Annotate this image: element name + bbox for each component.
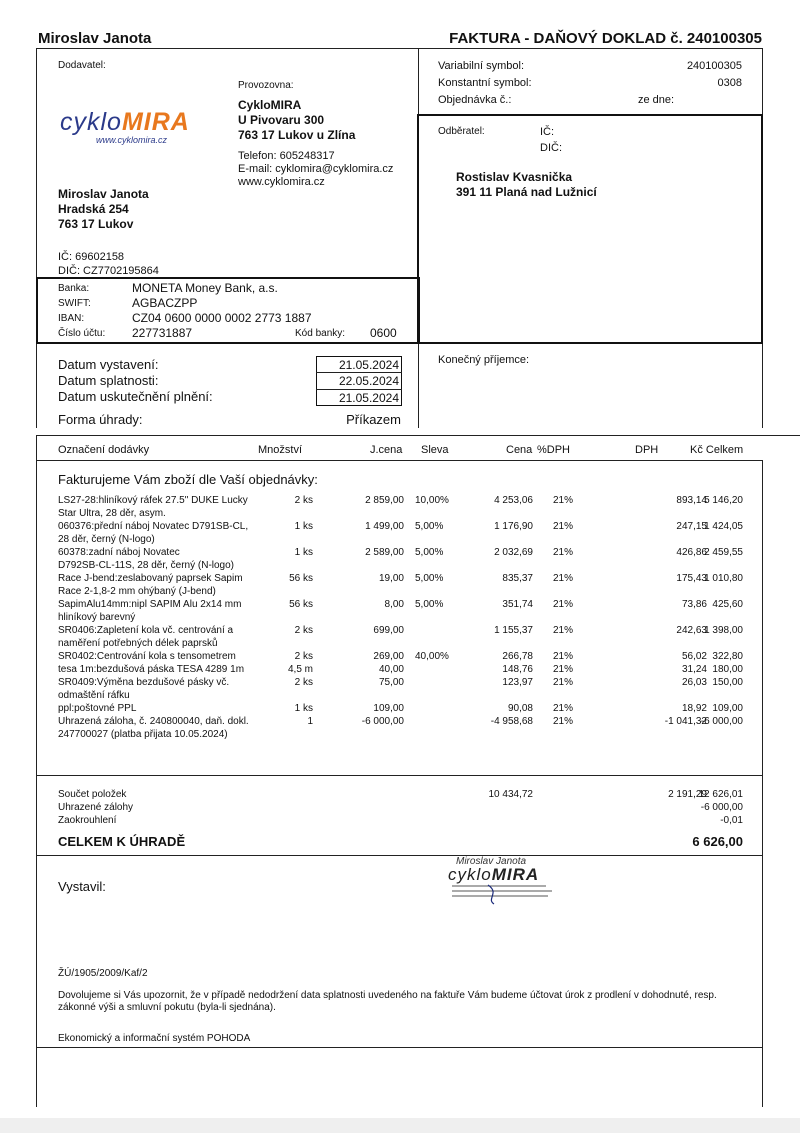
supplier-city: 763 17 Lukov <box>58 217 134 231</box>
item-description: SR0409:Výměna bezdušové pásky vč. <box>58 677 230 688</box>
bank-label: Banka: <box>58 283 90 294</box>
item-unit-price: 109,00 <box>373 703 404 714</box>
supplier-address <box>58 187 149 232</box>
payment-value: Příkazem <box>346 412 401 427</box>
item-unit-price: 2 859,00 <box>365 495 404 506</box>
item-description-line2: odmaštění ráfku <box>58 690 130 701</box>
col-tax-header: DPH <box>635 444 659 456</box>
col-vat-header: %DPH <box>537 444 571 456</box>
item-discount: 5,00% <box>415 599 444 610</box>
totals-rule <box>36 775 763 776</box>
account-value: 227731887 <box>132 326 193 340</box>
late-payment-notice: Dovolujeme si Vás upozornit, že v případě nedodržení data splatnosti uvedeného na faktuře Vám budeme účtovat úrok z prodlení v dohodnuté, resp. zákonné výši a smluvní pokutu (byla-li sjednána). <box>58 990 717 1013</box>
col-price-header: Cena <box>506 444 533 456</box>
supplier-name: Miroslav Janota <box>58 187 149 201</box>
item-description-line2: naměření potřebných délek paprsků <box>58 638 218 649</box>
item-description-line2: 247700027 (platba přijata 10.05.2024) <box>58 729 228 740</box>
seller-name-header: Miroslav Janota <box>38 30 152 47</box>
item-description: SapimAlu14mm:nipl SAPIM Alu 2x14 mm <box>58 599 242 610</box>
stamp-logo-cyklo: cyklo <box>448 865 492 884</box>
stamp-logo-mira: MIRA <box>491 865 540 884</box>
item-price: 123,97 <box>502 677 533 688</box>
due-date-label: Datum splatnosti: <box>58 373 159 388</box>
item-price: -4 958,68 <box>490 716 533 727</box>
item-vat-rate: 21% <box>553 547 574 558</box>
footer-rule <box>36 1047 763 1048</box>
item-quantity: 2 ks <box>294 651 313 662</box>
bank-value: MONETA Money Bank, a.s. <box>132 281 278 295</box>
col-total-header: Kč Celkem <box>690 444 744 456</box>
item-description-line2: D792SB-CL-11S, 28 děr, černý (N-logo) <box>58 560 235 571</box>
item-total: 2 459,55 <box>704 547 743 558</box>
item-price: 1 176,90 <box>494 521 533 532</box>
issued-by-label: Vystavil: <box>58 879 106 894</box>
company-stamp <box>448 856 558 911</box>
supplier-contact <box>238 150 393 189</box>
company-logo <box>60 110 210 146</box>
item-description: Uhrazená záloha, č. 240800040, daň. dokl. <box>58 716 249 727</box>
item-vat-rate: 21% <box>553 625 574 636</box>
item-discount: 5,00% <box>415 573 444 584</box>
customer-ico-label: IČ: <box>540 126 555 138</box>
item-discount: 5,00% <box>415 547 444 558</box>
item-total: 5 146,20 <box>704 495 743 506</box>
iban-value: CZ04 0600 0000 0002 2773 1887 <box>132 311 312 325</box>
item-vat-amount: 31,24 <box>681 664 707 675</box>
item-vat-rate: 21% <box>553 573 574 584</box>
swift-value: AGBACZPP <box>132 296 198 310</box>
col-disc-header: Sleva <box>421 444 449 456</box>
supplier-dic: DIČ: CZ7702195864 <box>58 265 159 277</box>
item-description: SR0402:Centrování kola s tensometrem <box>58 651 236 662</box>
item-description-line2: Star Ultra, 28 děr, asym. <box>58 508 166 519</box>
item-vat-rate: 21% <box>553 495 574 506</box>
item-quantity: 2 ks <box>294 677 313 688</box>
item-unit-price: 75,00 <box>378 677 404 688</box>
item-total: 109,00 <box>712 703 743 714</box>
constant-symbol-label: Konstantní symbol: <box>438 77 532 89</box>
payment-label: Forma úhrady: <box>58 412 143 427</box>
premises-address <box>238 98 355 143</box>
item-total: 1 398,00 <box>704 625 743 636</box>
item-vat-rate: 21% <box>553 521 574 532</box>
frame-left <box>36 48 37 428</box>
due-rule <box>36 855 763 856</box>
item-vat-rate: 21% <box>553 599 574 610</box>
amount-due-label: CELKEM K ÚHRADĚ <box>58 834 186 849</box>
item-unit-price: 2 589,00 <box>365 547 404 558</box>
item-discount: 40,00% <box>415 651 449 662</box>
stamp-logo <box>448 867 558 883</box>
frame-left-lower <box>36 435 37 1107</box>
stamp-fineprint <box>448 883 558 905</box>
advances-value: -6 000,00 <box>700 802 743 813</box>
logo-url: www.cyklomira.cz <box>96 135 168 145</box>
document-title: FAKTURA - DAŇOVÝ DOKLAD č. 240100305 <box>449 30 762 47</box>
item-price: 1 155,37 <box>494 625 533 636</box>
order-label: Objednávka č.: <box>438 94 512 106</box>
accounting-system: Ekonomický a informační systém POHODA <box>58 1033 251 1044</box>
iban-label: IBAN: <box>58 313 85 324</box>
amount-due-value: 6 626,00 <box>692 834 743 849</box>
variable-symbol-value: 240100305 <box>686 60 742 72</box>
sum-price: 10 434,72 <box>488 789 533 800</box>
item-total: 180,00 <box>712 664 743 675</box>
supplier-street: Hradská 254 <box>58 202 129 216</box>
customer-city: 391 11 Planá nad Lužnicí <box>456 185 597 199</box>
item-quantity: 1 <box>307 716 313 727</box>
item-discount: 10,00% <box>415 495 449 506</box>
ref-code: ŽÚ/1905/2009/Kaf/2 <box>58 968 148 979</box>
final-recipient-label: Konečný příjemce: <box>438 354 530 366</box>
item-quantity: 4,5 m <box>287 664 313 675</box>
table-top-rule <box>36 435 800 436</box>
customer-address <box>456 170 597 200</box>
item-vat-amount: 893,14 <box>676 495 707 506</box>
order-date-label: ze dne: <box>638 94 675 106</box>
page-bottom-band <box>0 1118 800 1133</box>
item-quantity: 56 ks <box>289 599 313 610</box>
item-price: 2 032,69 <box>494 547 533 558</box>
item-vat-rate: 21% <box>553 716 574 727</box>
signature-stroke <box>488 885 494 904</box>
logo-text-cyklo: cyklo <box>60 108 122 136</box>
premises-street: U Pivovaru 300 <box>238 113 325 127</box>
item-vat-rate: 21% <box>553 651 574 662</box>
item-total: 322,80 <box>712 651 743 662</box>
item-price: 266,78 <box>502 651 533 662</box>
bank-code-value: 0600 <box>370 326 397 340</box>
stamp-name: Miroslav Janota <box>456 856 527 867</box>
item-price: 351,74 <box>502 599 533 610</box>
taxable-date-label: Datum uskutečnění plnění: <box>58 389 213 404</box>
item-quantity: 56 ks <box>289 573 313 584</box>
item-price: 90,08 <box>507 703 533 714</box>
item-unit-price: 8,00 <box>384 599 404 610</box>
supplier-phone: Telefon: 605248317 <box>238 150 335 162</box>
item-quantity: 1 ks <box>294 703 313 714</box>
item-total: 150,00 <box>712 677 743 688</box>
sum-total: 12 626,01 <box>698 789 743 800</box>
dates-box-rule1 <box>316 372 402 373</box>
frame-right-lower <box>762 460 763 1107</box>
item-price: 148,76 <box>502 664 533 675</box>
bank-code-label: Kód banky: <box>295 328 346 339</box>
item-description-line2: Race 2-1,8-2 mm ohýbaný (J-bend) <box>58 586 216 597</box>
item-description-line2: 28 děr, černý (N-logo) <box>58 534 155 545</box>
item-vat-rate: 21% <box>553 677 574 688</box>
variable-symbol-label: Variabilní symbol: <box>438 60 524 72</box>
issue-date-value: 21.05.2024 <box>338 358 399 372</box>
item-total: 1 424,05 <box>704 521 743 532</box>
item-unit-price: 269,00 <box>373 651 404 662</box>
item-vat-amount: 242,63 <box>676 625 707 636</box>
item-vat-amount: 175,43 <box>676 573 707 584</box>
premises-label: Provozovna: <box>238 80 294 91</box>
item-total: 1 010,80 <box>704 573 743 584</box>
item-unit-price: 40,00 <box>378 664 404 675</box>
item-description: tesa 1m:bezdušová páska TESA 4289 1m <box>58 664 245 675</box>
item-vat-amount: -1 041,32 <box>664 716 707 727</box>
item-price: 835,37 <box>502 573 533 584</box>
header-rule <box>36 48 763 49</box>
date-labels <box>58 357 213 405</box>
item-unit-price: -6 000,00 <box>361 716 404 727</box>
rounding-label: Zaokrouhlení <box>58 815 117 826</box>
item-discount: 5,00% <box>415 521 444 532</box>
item-vat-amount: 18,92 <box>681 703 707 714</box>
item-description: SR0406:Zapletení kola vč. centrování a <box>58 625 234 636</box>
due-date-value: 22.05.2024 <box>338 374 399 388</box>
account-label: Číslo účtu: <box>58 328 106 339</box>
item-price: 4 253,06 <box>494 495 533 506</box>
issue-date-label: Datum vystavení: <box>58 357 159 372</box>
customer-label: Odběratel: <box>438 126 485 137</box>
item-vat-rate: 21% <box>553 664 574 675</box>
table-header-rule <box>36 460 763 461</box>
item-unit-price: 699,00 <box>373 625 404 636</box>
col-desc-header: Označení dodávky <box>58 444 150 456</box>
item-description: ppl:poštovné PPL <box>58 703 137 714</box>
customer-name: Rostislav Kvasnička <box>456 170 573 184</box>
item-description-line2: hliníkový barevný <box>58 612 136 623</box>
constant-symbol-value: 0308 <box>717 77 742 89</box>
item-vat-amount: 426,86 <box>676 547 707 558</box>
item-vat-amount: 73,86 <box>681 599 707 610</box>
item-vat-amount: 247,15 <box>676 521 707 532</box>
item-total: 425,60 <box>712 599 743 610</box>
customer-dic-label: DIČ: <box>540 142 562 154</box>
item-vat-amount: 26,03 <box>681 677 707 688</box>
item-quantity: 1 ks <box>294 547 313 558</box>
item-total: -6 000,00 <box>700 716 743 727</box>
table-intro: Fakturujeme Vám zboží dle Vaší objednávky: <box>58 472 318 487</box>
premises-name: CykloMIRA <box>238 98 302 112</box>
item-quantity: 1 ks <box>294 521 313 532</box>
rounding-value: -0,01 <box>720 815 743 826</box>
item-unit-price: 1 499,00 <box>365 521 404 532</box>
customer-box <box>417 114 763 344</box>
item-unit-price: 19,00 <box>378 573 404 584</box>
item-vat-rate: 21% <box>553 703 574 714</box>
supplier-web: www.cyklomira.cz <box>238 176 325 188</box>
item-vat-amount: 56,02 <box>681 651 707 662</box>
sum-tax: 2 191,29 <box>668 789 707 800</box>
supplier-ico: IČ: 69602158 <box>58 251 125 263</box>
col-unit-header: J.cena <box>370 444 403 456</box>
logo-text-mira: MIRA <box>121 108 190 136</box>
item-description: Race J-bend:zeslabovaný paprsek Sapim <box>58 573 243 584</box>
item-description: 060376:přední náboj Novatec D791SB-CL, <box>58 521 249 532</box>
taxable-date-value: 21.05.2024 <box>338 391 399 405</box>
supplier-ids <box>58 250 159 278</box>
item-quantity: 2 ks <box>294 625 313 636</box>
premises-city: 763 17 Lukov u Zlína <box>238 128 356 142</box>
swift-label: SWIFT: <box>58 298 91 309</box>
dates-box-rule2 <box>316 389 402 390</box>
supplier-email: E-mail: cyklomira@cyklomira.cz <box>238 163 394 175</box>
supplier-label: Dodavatel: <box>58 60 106 71</box>
item-quantity: 2 ks <box>294 495 313 506</box>
advances-label: Uhrazené zálohy <box>58 802 134 813</box>
item-description: LS27-28:hliníkový ráfek 27.5" DUKE Lucky <box>58 495 248 506</box>
col-qty-header: Množství <box>258 444 303 456</box>
sum-label: Součet položek <box>58 789 127 800</box>
item-description: 60378:zadní náboj Novatec <box>58 547 180 558</box>
